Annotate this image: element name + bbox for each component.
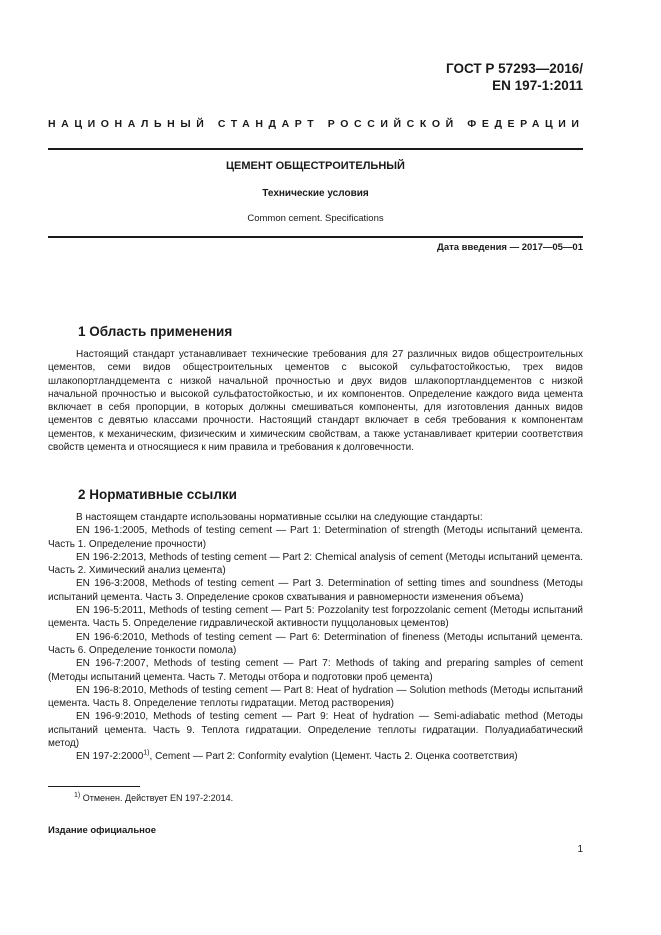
- document-title: ЦЕМЕНТ ОБЩЕСТРОИТЕЛЬНЫЙ: [226, 160, 405, 172]
- page-number: 1: [577, 844, 583, 855]
- section-2-body: [48, 511, 583, 764]
- effective-date: Дата введения — 2017—05—01: [437, 242, 583, 253]
- reference-item: EN 196-3:2008, Methods of testing cement — Part 3. Determination of setting times and soundness (Методы испытаний цемента. Часть 3. Определение сроков схватывания и равномерности изменения объема): [48, 578, 583, 603]
- last-ref-code: EN 197-2:2000: [76, 751, 144, 763]
- document-subtitle: Технические условия: [262, 188, 369, 199]
- footnote-separator: [48, 786, 140, 787]
- top-rule: [48, 148, 583, 150]
- national-standard-banner: НАЦИОНАЛЬНЫЙ СТАНДАРТ РОССИЙСКОЙ ФЕДЕРАЦИИ: [48, 118, 585, 130]
- footnote-marker: 1): [143, 750, 150, 758]
- section-2-heading: 2 Нормативные ссылки: [78, 487, 237, 502]
- title-bottom-rule: [48, 236, 583, 238]
- gost-designation: [446, 60, 583, 94]
- reference-item-last: [48, 750, 583, 763]
- reference-item: EN 196-7:2007, Methods of testing cement — Part 7: Methods of taking and preparing samples of cement (Методы испытаний цемента. Часть 7. Методы отбора и подготовки проб цемента): [48, 658, 583, 683]
- section-1-heading: 1 Область применения: [78, 324, 233, 339]
- reference-item: EN 196-8:2010, Methods of testing cement — Part 8: Heat of hydration — Solution methods (Методы испытаний цемента. Часть 8. Определение теплоты гидратации. Метод растворения): [48, 684, 583, 710]
- section-1-paragraph: Настоящий стандарт устанавливает технические требования для 27 различных видов общестроительных цементов, семи видов общестроительных цементов с высокой сульфатостойкостью, трех видов шлакопортландцемента с низкой начальной прочностью и двух видов шлакопортландцементов с низкой начальной прочностью и высокой сульфатостойкостью, и их компонентов. Определение каждого вида цемента включает в себя пропорции, в которых должны смешиваться компоненты, для изготовления данных видов цементов с девятью классами прочности. Настоящий стандарт включает в себя требования к компонентам цементов, к механическим, физическим и химическим свойствам, а также устанавливает критерии соответствия свойств цемента и относящиеся к ним правила и требования к долговечности.: [48, 349, 583, 454]
- gost-line-2: EN 197-1:2011: [492, 78, 583, 93]
- reference-item: EN 196-6:2010, Methods of testing cement — Part 6: Determination of fineness (Методы испытаний цемента. Часть 6. Определение тонкости помола): [48, 631, 583, 656]
- section-2-intro: В настоящем стандарте использованы нормативные ссылки на следующие стандарты:: [76, 512, 483, 523]
- gost-line-1: ГОСТ Р 57293—2016/: [446, 61, 583, 76]
- document-title-english: Common cement. Specifications: [247, 213, 384, 224]
- reference-item: EN 196-2:2013, Methods of testing cement — Part 2: Chemical analysis of cement (Методы испытаний цемента. Часть 2. Химический анализ цемента): [48, 551, 583, 577]
- footnote: [74, 793, 233, 803]
- reference-item: EN 196-9:2010, Methods of testing cement — Part 9: Heat of hydration — Semi-adiabatic method (Методы испытаний цемента. Часть 9. Теплота гидратации. Определение теплоты гидратации. Полуадиабатический метод): [48, 711, 583, 750]
- reference-item: EN 196-1:2005, Methods of testing cement — Part 1: Determination of strength (Методы испытаний цемента. Часть 1. Определение прочности): [48, 525, 583, 550]
- last-ref-rest: , Cement — Part 2: Conformity evalytion (Цемент. Часть 2. Оценка соответствия): [149, 751, 518, 763]
- section-1-body: [48, 348, 583, 454]
- official-edition-label: Издание официальное: [48, 825, 156, 836]
- footnote-text: Отменен. Действует EN 197-2:2014.: [80, 793, 234, 803]
- footnote-mark: 1): [74, 792, 81, 799]
- reference-item: EN 196-5:2011, Methods of testing cement — Part 5: Pozzolanity test forpozzolanic cement (Методы испытаний цемента. Часть 5. Определение гидравлической активности пуццолановых цементов): [48, 605, 583, 630]
